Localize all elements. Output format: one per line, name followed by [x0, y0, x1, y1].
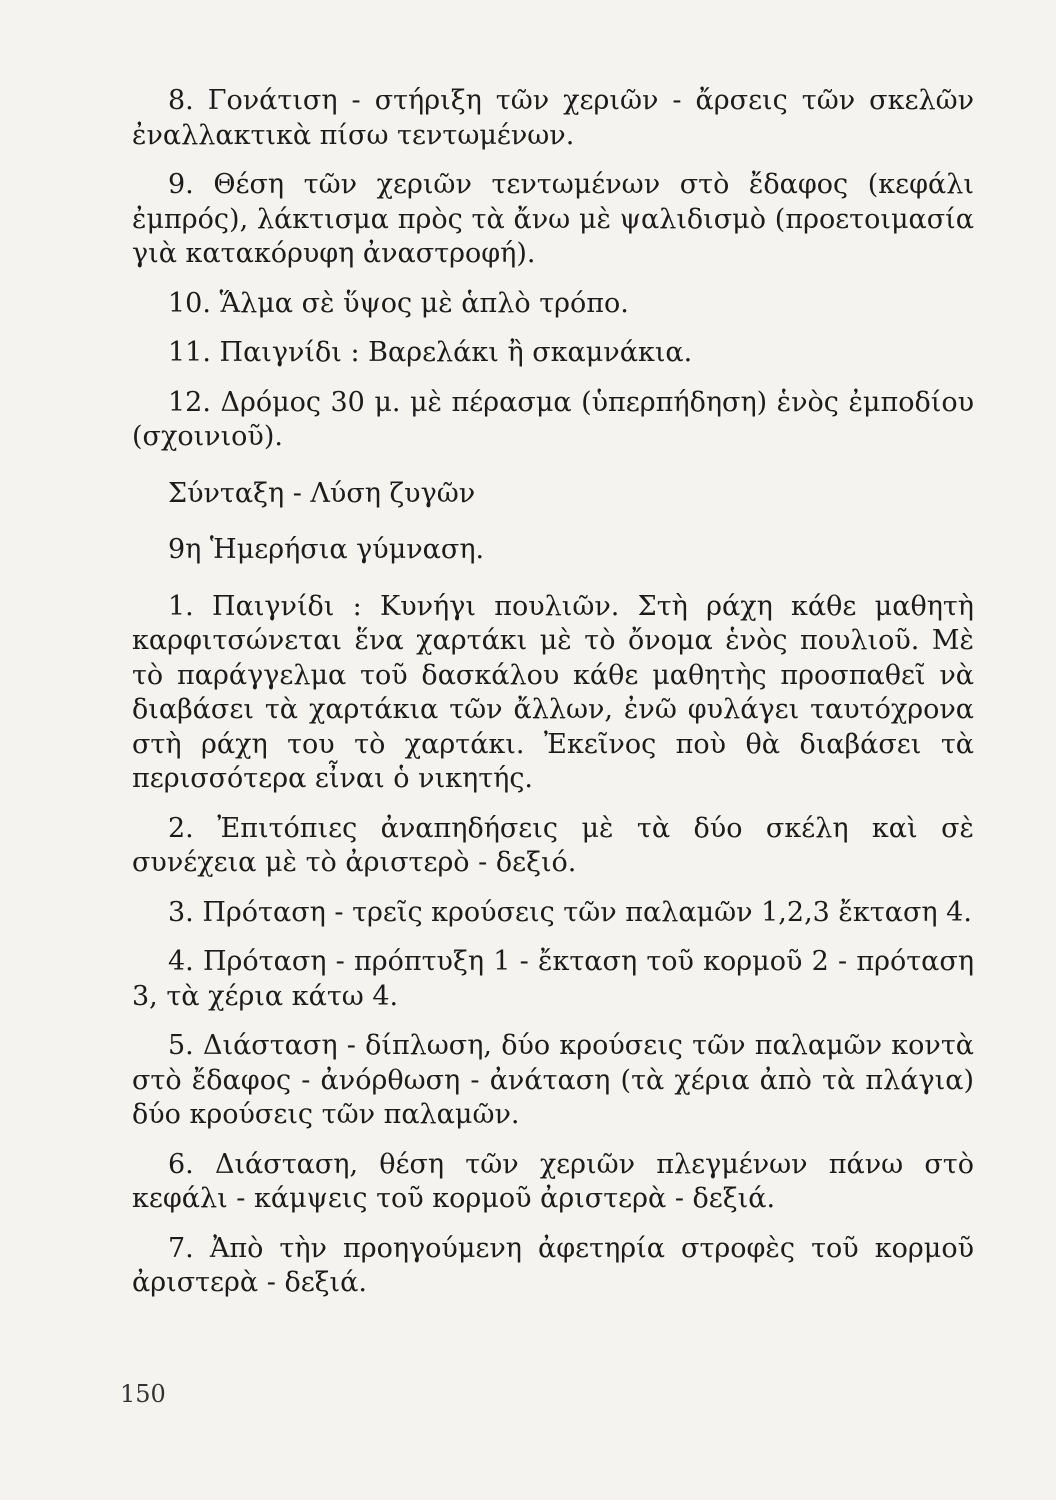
exercise-item-11: 11. Παιγνίδι : Βαρελάκι ἢ σκαμνάκια. — [168, 337, 693, 368]
exercise-item-8: 8. Γονάτιση - στήριξη τῶν χεριῶν - ἄρσεις τῶν σκελῶν ἐναλλακτικὰ πίσω τεντωμένων. — [132, 85, 974, 151]
exercise-item-12: 12. Δρόμος 30 μ. μὲ πέρασμα (ὑπερπήδηση) ἑνὸς ἐμποδίου (σχοινιοῦ). — [132, 386, 974, 452]
session-item-5: 5. Διάσταση - δίπλωση, δύο κρούσεις τῶν παλαμῶν κοντὰ στὸ ἔδαφος - ἀνόρθωση - ἀνάταση (τὰ χέρια ἀπὸ τὰ πλάγια) δύο κρούσεις τῶν παλαμῶν. — [132, 1030, 974, 1130]
session-item-2: 2. Ἐπιτόπιες ἀναπηδήσεις μὲ τὰ δύο σκέλη καὶ σὲ συνέχεια μὲ τὸ ἀριστερὸ - δεξιό. — [132, 812, 974, 878]
session-item-6: 6. Διάσταση, θέση τῶν χεριῶν πλεγμένων πάνω στὸ κεφάλι - κάμψεις τοῦ κορμοῦ ἀριστερὰ - δεξιά. — [132, 1148, 974, 1214]
session-title: 9η Ἡμερήσια γύμναση. — [168, 534, 485, 565]
session-item-4: 4. Πρόταση - πρόπτυξη 1 - ἔκταση τοῦ κορμοῦ 2 - πρόταση 3, τὰ χέρια κάτω 4. — [132, 946, 974, 1012]
session-item-1: 1. Παιγνίδι : Κυνήγι πουλιῶν. Στὴ ράχη κάθε μαθητὴ καρφιτσώνεται ἕνα χαρτάκι μὲ τὸ ὄνομα ἑνὸς πουλιοῦ. Μὲ τὸ παράγγελμα τοῦ δασκάλου κάθε μαθητὴς προσπαθεῖ νὰ διαβάσει τὰ χαρτάκια τῶν ἄλλων, ἐνῶ φυλάγει ταυτόχρονα στὴ ράχη του τὸ χαρτάκι. Ἐκεῖνος ποὺ θὰ διαβάσει τὰ περισσότερα εἶναι ὁ νικητής. — [132, 590, 974, 794]
session-item-7: 7. Ἀπὸ τὴν προηγούμενη ἀφετηρία στροφὲς τοῦ κορμοῦ ἀριστερὰ - δεξιά. — [132, 1232, 974, 1298]
page-number: 150 — [120, 1380, 166, 1408]
exercise-item-9: 9. Θέση τῶν χεριῶν τεντωμένων στὸ ἔδαφος (κεφάλι ἐμπρός), λάκτισμα πρὸς τὰ ἄνω μὲ ψαλιδισμὸ (προετοιμασία γιὰ κατακόρυφη ἀναστροφή). — [132, 169, 974, 269]
session-item-3: 3. Πρόταση - τρεῖς κρούσεις τῶν παλαμῶν 1,2,3 ἔκταση 4. — [168, 896, 972, 928]
body-text — [132, 84, 974, 1301]
exercise-item-10: 10. Ἅλμα σὲ ὕψος μὲ ἁπλὸ τρόπο. — [168, 287, 629, 319]
section-heading: Σύνταξη - Λύση ζυγῶν — [168, 477, 476, 509]
